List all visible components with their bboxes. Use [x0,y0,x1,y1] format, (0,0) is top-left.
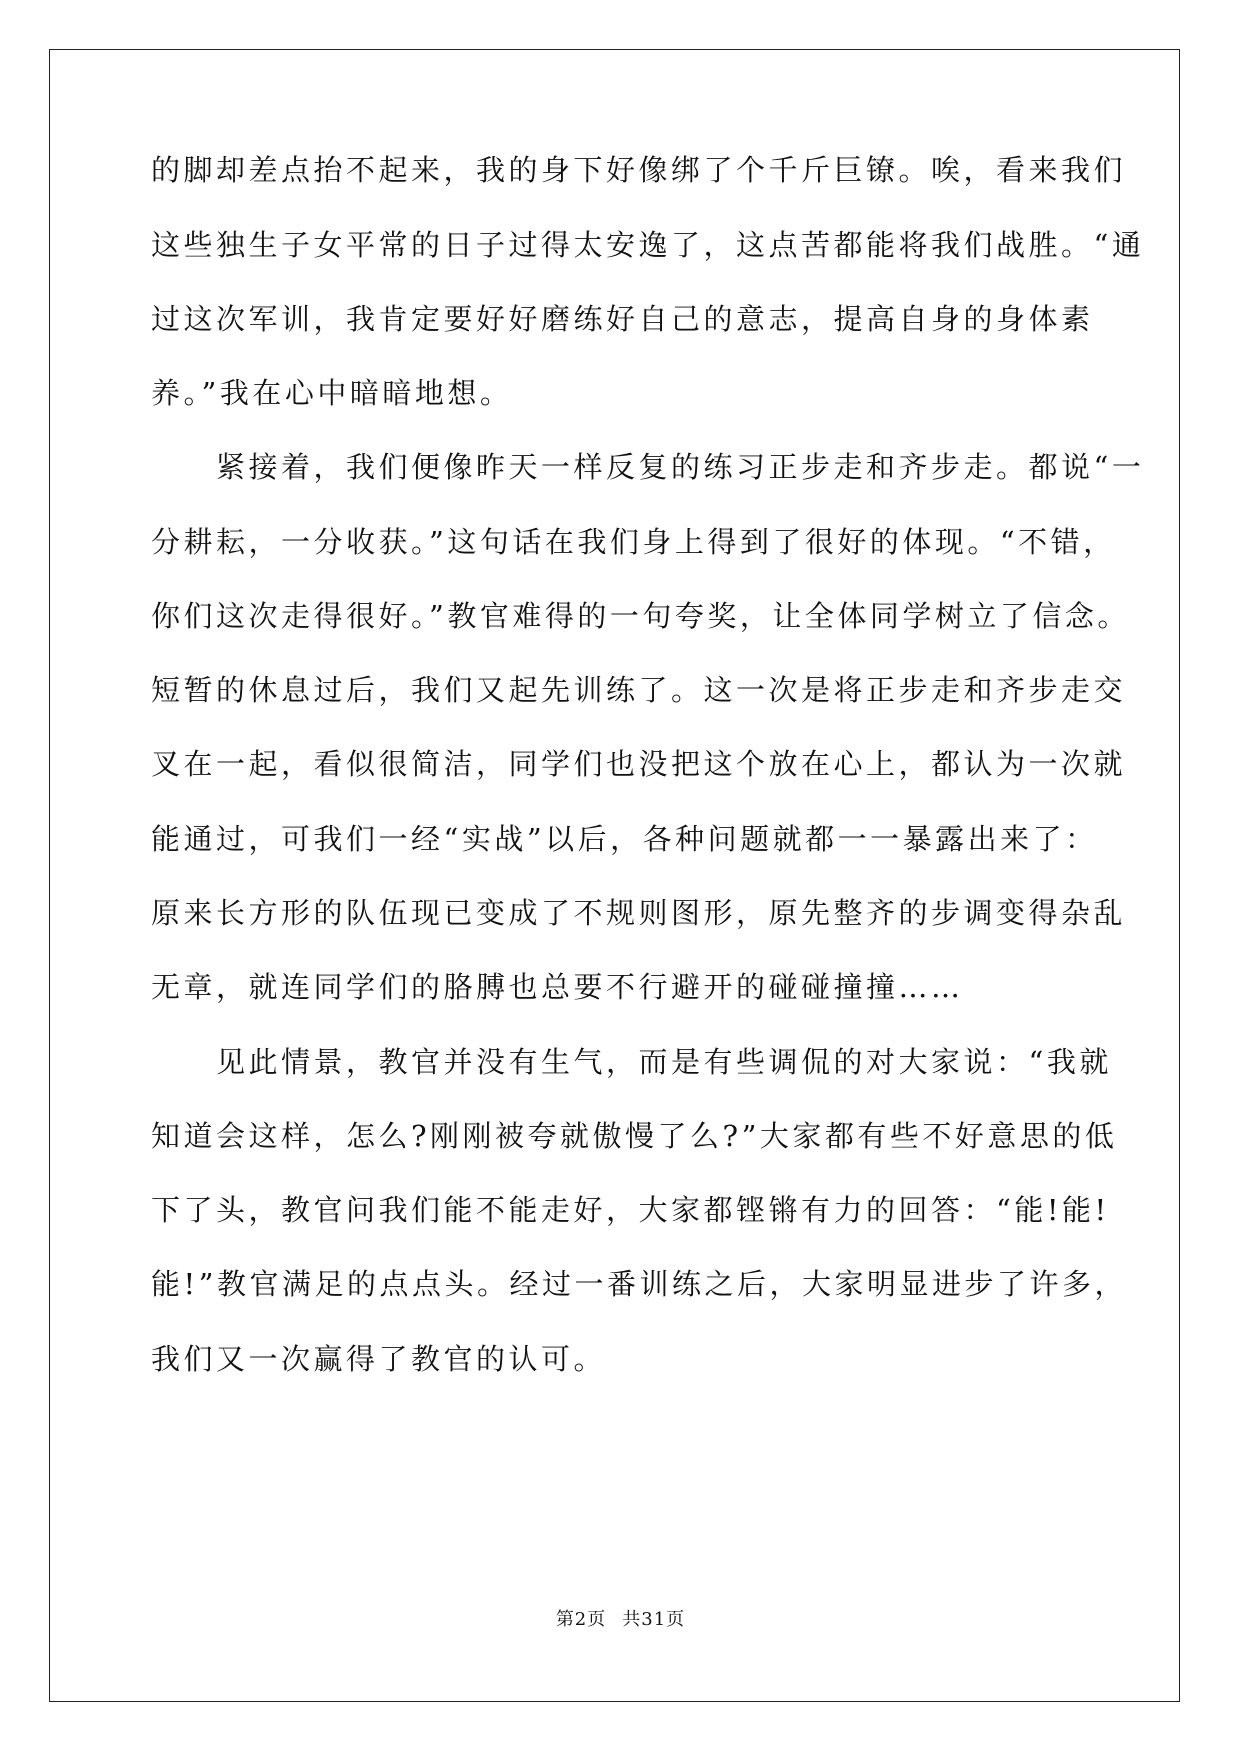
text-line: 养。”我在心中暗暗地想。 [151,376,513,410]
current-page-number: 第2页 [555,1609,607,1630]
text-line: 知道会这样，怎么?刚刚被夸就傲慢了么?”大家都有些不好意思的低 [151,1119,1118,1153]
text-line: 无章，就连同学们的胳膊也总要不行避开的碰碰撞撞…… [151,970,964,1004]
text-line: 紧接着，我们便像昨天一样反复的练习正步走和齐步走。都说“一 [151,450,1145,484]
text-line: 叉在一起，看似很简洁，同学们也没把这个放在心上，都认为一次就 [151,747,1127,781]
text-line: 能!”教官满足的点点头。经过一番训练之后，大家明显进步了许多， [151,1267,1127,1301]
total-page-count: 共31页 [622,1609,686,1630]
text-line: 能通过，可我们一经“实战”以后，各种问题就都一一暴露出来了： [151,822,1098,856]
page-footer [0,1608,1241,1632]
text-line: 下了头，教官问我们能不能走好，大家都铿锵有力的回答：“能!能! [151,1193,1110,1227]
text-line: 的脚却差点抬不起来，我的身下好像绑了个千斤巨镣。唉，看来我们 [151,153,1127,187]
text-line: 短暂的休息过后，我们又起先训练了。这一次是将正步走和齐步走交 [151,673,1127,707]
text-line: 分耕耘，一分收获。”这句话在我们身上得到了很好的体现。“不错， [151,525,1116,559]
page-border [49,49,1180,1702]
text-line: 我们又一次赢得了教官的认可。 [151,1342,607,1376]
text-line: 见此情景，教官并没有生气，而是有些调侃的对大家说：“我就 [151,1045,1112,1079]
text-line: 原来长方形的队伍现已变成了不规则图形，原先整齐的步调变得杂乱 [151,896,1127,930]
text-line: 这些独生子女平常的日子过得太安逸了，这点苦都能将我们战胜。“通 [151,228,1145,262]
text-line: 过这次军训，我肯定要好好磨练好自己的意志，提高自身的身体素 [151,302,1094,336]
text-line: 你们这次走得很好。”教官难得的一句夸奖，让全体同学树立了信念。 [151,599,1130,633]
